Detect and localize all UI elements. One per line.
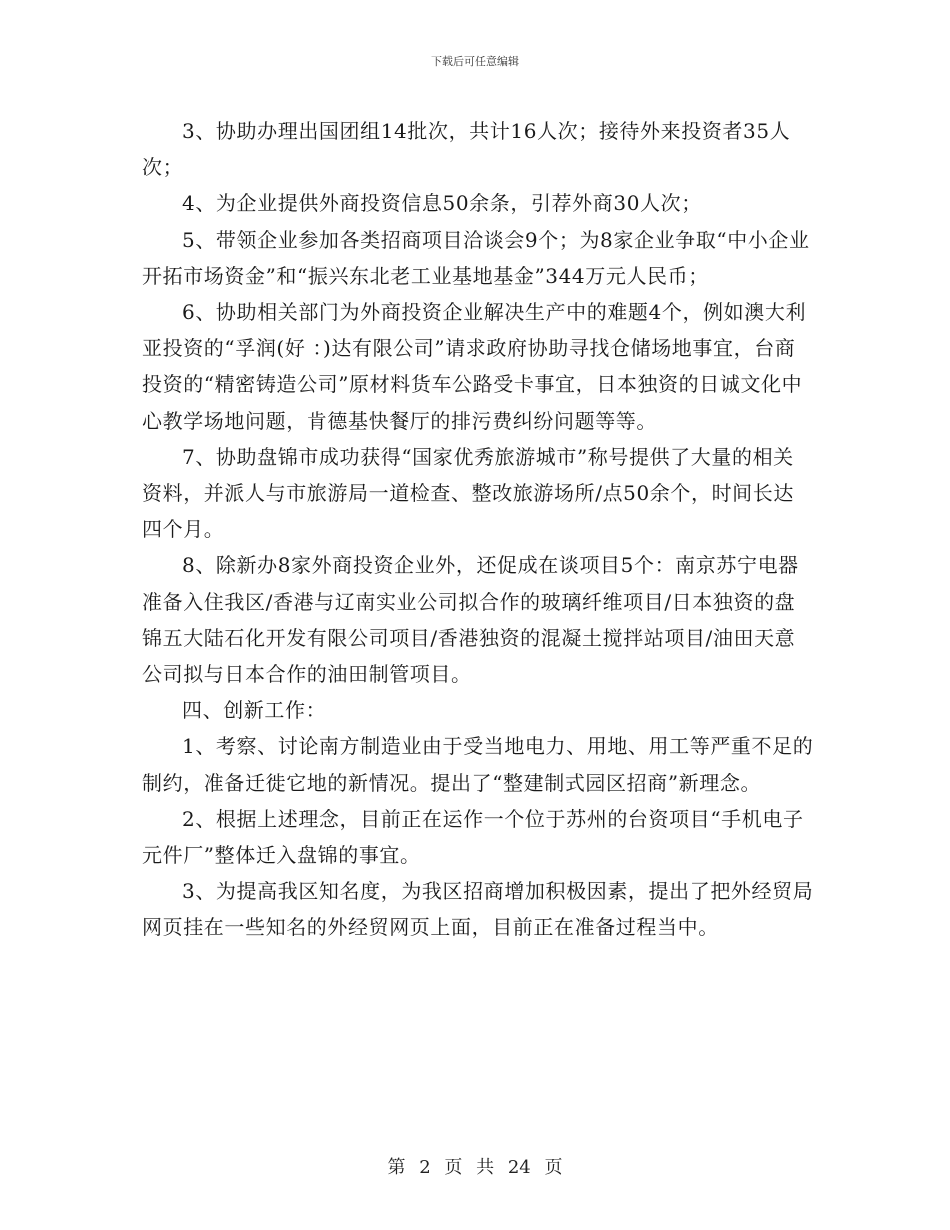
paragraph-innovation-3: 3、为提高我区知名度，为我区招商增加积极因素，提出了把外经贸局网页挂在一些知名的外经贸网页上面，目前正在准备过程当中。 — [142, 879, 814, 940]
paragraph-innovation-2: 2、根据上述理念，目前正在运作一个位于苏州的台资项目“手机电子元件厂”整体迁入盘锦的事宜。 — [142, 806, 804, 868]
paragraph-item-3-delegations: 3、协助办理出国团组14批次，共计16人次；接待外来投资者35人次； — [142, 119, 791, 180]
paragraph-innovation-1: 1、考察、讨论南方制造业由于受当地电力、用地、用工等严重不足的制约，准备迁徙它地的新情况。提出了“整建制式园区招商”新理念。 — [142, 734, 814, 795]
paragraph-item-7-tourism-city: 7、协助盘锦市成功获得“国家优秀旅游城市”称号提供了大量的相关资料，并派人与市旅游局一道检查、整改旅游场所/点50余个，时间长达四个月。 — [142, 444, 794, 542]
paragraph-item-4-investment-info: 4、为企业提供外商投资信息50余条，引荐外商30人次； — [182, 191, 702, 216]
paragraph-item-8-projects: 8、除新办8家外商投资企业外，还促成在谈项目5个：南京苏宁电器准备入住我区/香港与辽南实业公司拟合作的玻璃纤维项目/日本独资的盘锦五大陆石化开发有限公司项目/香港独资的混凝土搅拌站项目/油田天意公司拟与日本合作的油田制管项目。 — [142, 553, 799, 687]
paragraph-item-6-problem-solving: 6、协助相关部门为外商投资企业解决生产中的难题4个，例如澳大利亚投资的“孚润(好 ：)达有限公司”请求政府协助寻找仓储场地事宜，台商投资的“精密铸造公司”原材料货车公路受卡事宜，日本独资的日诚文化中心教学场地问题，肯德基快餐厅的排污费纠纷问题等等。 — [142, 300, 807, 433]
paragraph-item-5-fairs-funding: 5、带领企业参加各类招商项目洽谈会9个；为8家企业争取“中小企业开拓市场资金”和“振兴东北老工业基地基金”344万元人民币； — [142, 227, 810, 288]
section-heading-innovation: 四、创新工作： — [182, 698, 327, 723]
document-body — [142, 113, 814, 946]
page-header: 下载后可任意编辑 — [431, 55, 519, 68]
page-number-footer: 第 2 页 共 24 页 — [387, 1157, 563, 1178]
